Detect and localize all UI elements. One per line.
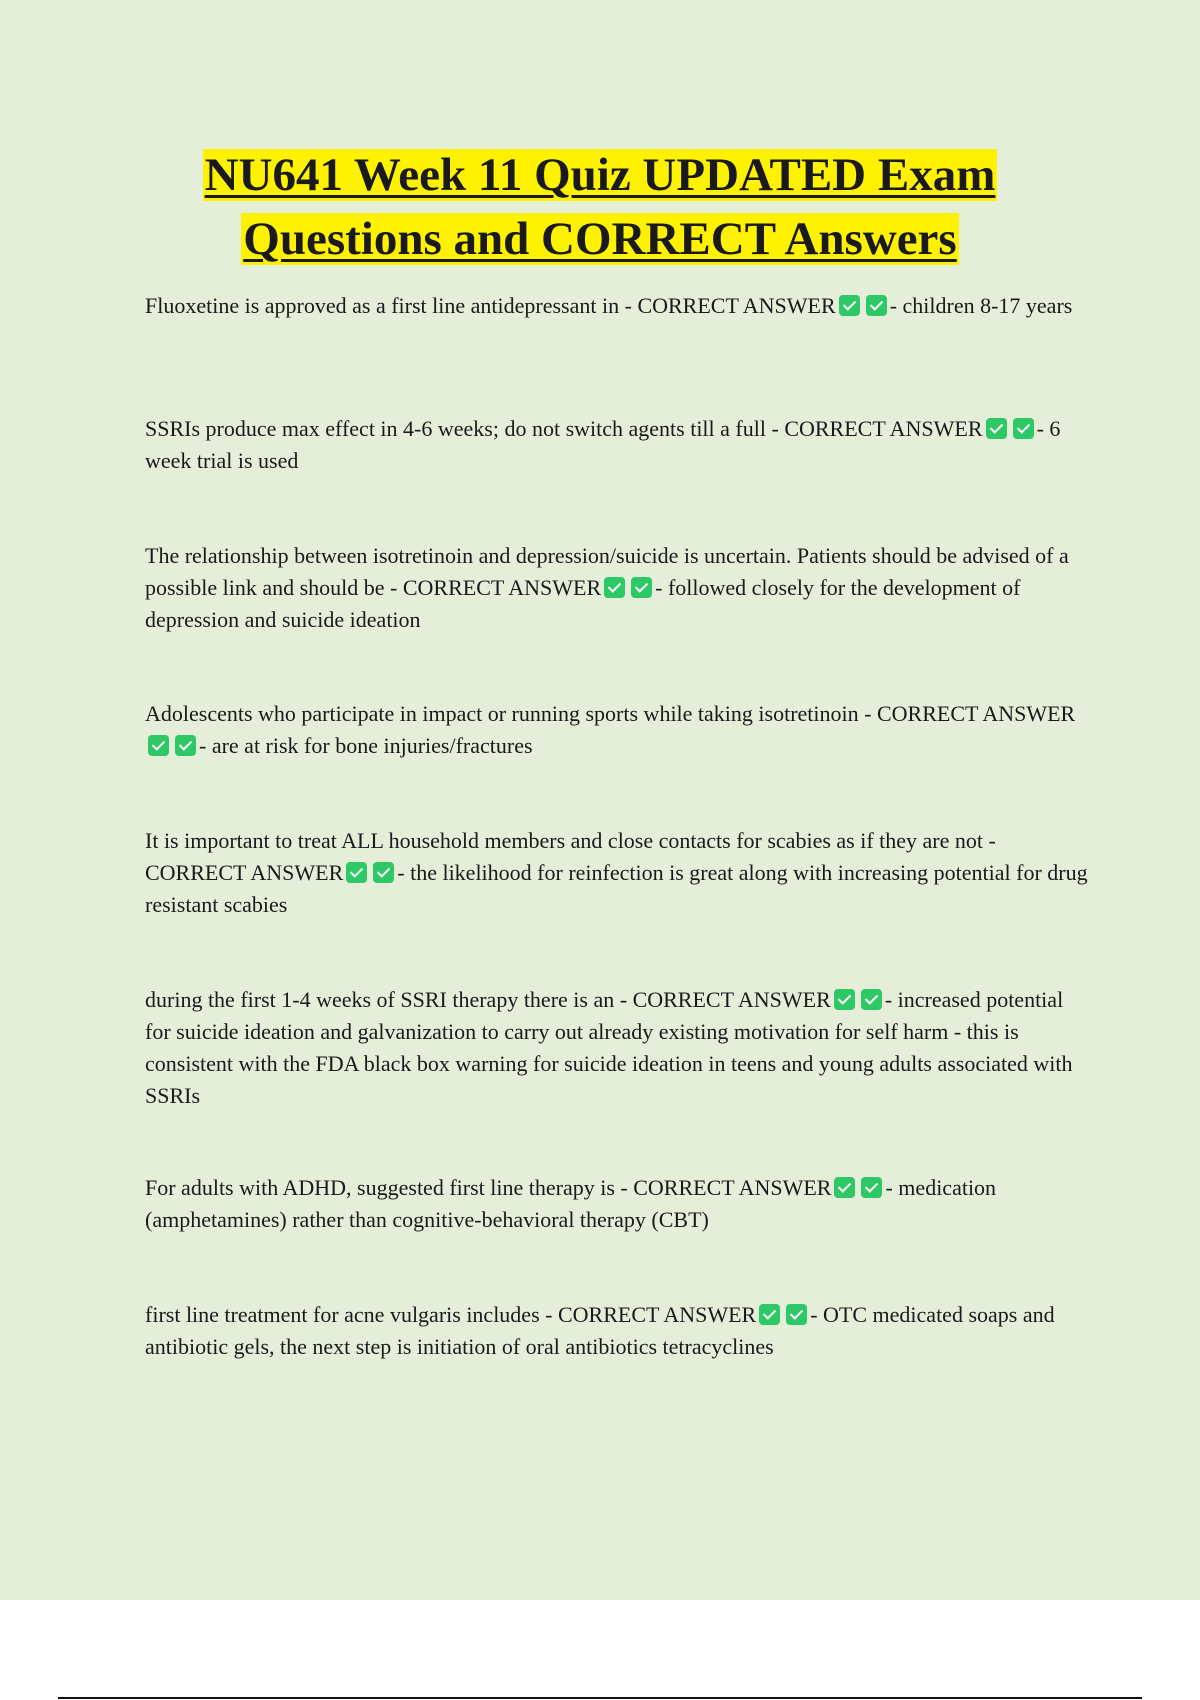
check-icon (148, 735, 169, 756)
check-icon (631, 577, 652, 598)
check-icon (786, 1304, 807, 1325)
qa-item (145, 825, 1090, 921)
question-text: Fluoxetine is approved as a first line antidepressant in - (145, 293, 638, 318)
qa-item (145, 413, 1090, 477)
check-icon (373, 862, 394, 883)
check-icon (839, 295, 860, 316)
check-icon (1013, 418, 1034, 439)
question-text: It is important to treat ALL household members and close contacts for scabies as if they are not - (145, 828, 996, 853)
correct-answer-label: CORRECT ANSWER (637, 293, 836, 318)
check-icon (834, 989, 855, 1010)
question-text: during the first 1-4 weeks of SSRI therapy there is an - (145, 987, 633, 1012)
answer-text: - followed closely for the development of depression and suicide ideation (145, 575, 1021, 632)
answer-text: - OTC medicated soaps and antibiotic gels, the next step is initiation of oral antibiotics tetracyclines (145, 1302, 1055, 1359)
correct-answer-label: CORRECT ANSWER (145, 860, 344, 885)
check-icon (175, 735, 196, 756)
title-line-2: Questions and CORRECT Answers (243, 213, 957, 265)
qa-item (145, 1299, 1090, 1363)
answer-text: - are at risk for bone injuries/fractures (199, 733, 533, 758)
answer-text: - children 8-17 years (889, 293, 1073, 318)
qa-item (145, 540, 1090, 636)
check-icon (861, 1177, 882, 1198)
answer-text: - the likelihood for reinfection is great along with increasing potential for drug resistant scabies (145, 860, 1088, 917)
answer-text: - medication (amphetamines) rather than cognitive-behavioral therapy (CBT) (145, 1175, 997, 1232)
footer-rule (58, 1697, 1142, 1699)
check-icon (759, 1304, 780, 1325)
qa-item (145, 984, 1090, 1112)
correct-answer-label: CORRECT ANSWER (784, 416, 983, 441)
check-icon (866, 295, 887, 316)
question-text: Adolescents who participate in impact or running sports while taking isotretinoin - (145, 701, 877, 726)
qa-item (145, 1172, 1090, 1236)
check-icon (834, 1177, 855, 1198)
qa-item (145, 698, 1090, 762)
correct-answer-label: CORRECT ANSWER (557, 1302, 757, 1327)
answer-text: - 6 week trial is used (145, 416, 1061, 473)
answer-text: - increased potential for suicide ideation and galvanization to carry out already existing motivation for self harm - this is consistent with the FDA black box warning for suicide ideation in teens and young adults associated with SSRIs (145, 987, 1073, 1108)
question-text: SSRIs produce max effect in 4-6 weeks; do not switch agents till a full - (145, 416, 785, 441)
check-icon (604, 577, 625, 598)
title-line-1: NU641 Week 11 Quiz UPDATED Exam (204, 149, 996, 201)
question-text: The relationship between isotretinoin and depression/suicide is uncertain. Patients should be advised of a possible link and should be - (145, 543, 1069, 600)
correct-answer-label: CORRECT ANSWER (633, 1175, 832, 1200)
question-text: first line treatment for acne vulgaris includes - (145, 1302, 558, 1327)
correct-answer-label: CORRECT ANSWER (402, 575, 602, 600)
correct-answer-label: CORRECT ANSWER (632, 987, 831, 1012)
document-title (0, 143, 1200, 271)
qa-item (145, 290, 1090, 322)
check-icon (861, 989, 882, 1010)
question-text: For adults with ADHD, suggested first line therapy is - (145, 1175, 634, 1200)
check-icon (346, 862, 367, 883)
check-icon (986, 418, 1007, 439)
correct-answer-label: CORRECT ANSWER (876, 701, 1076, 726)
